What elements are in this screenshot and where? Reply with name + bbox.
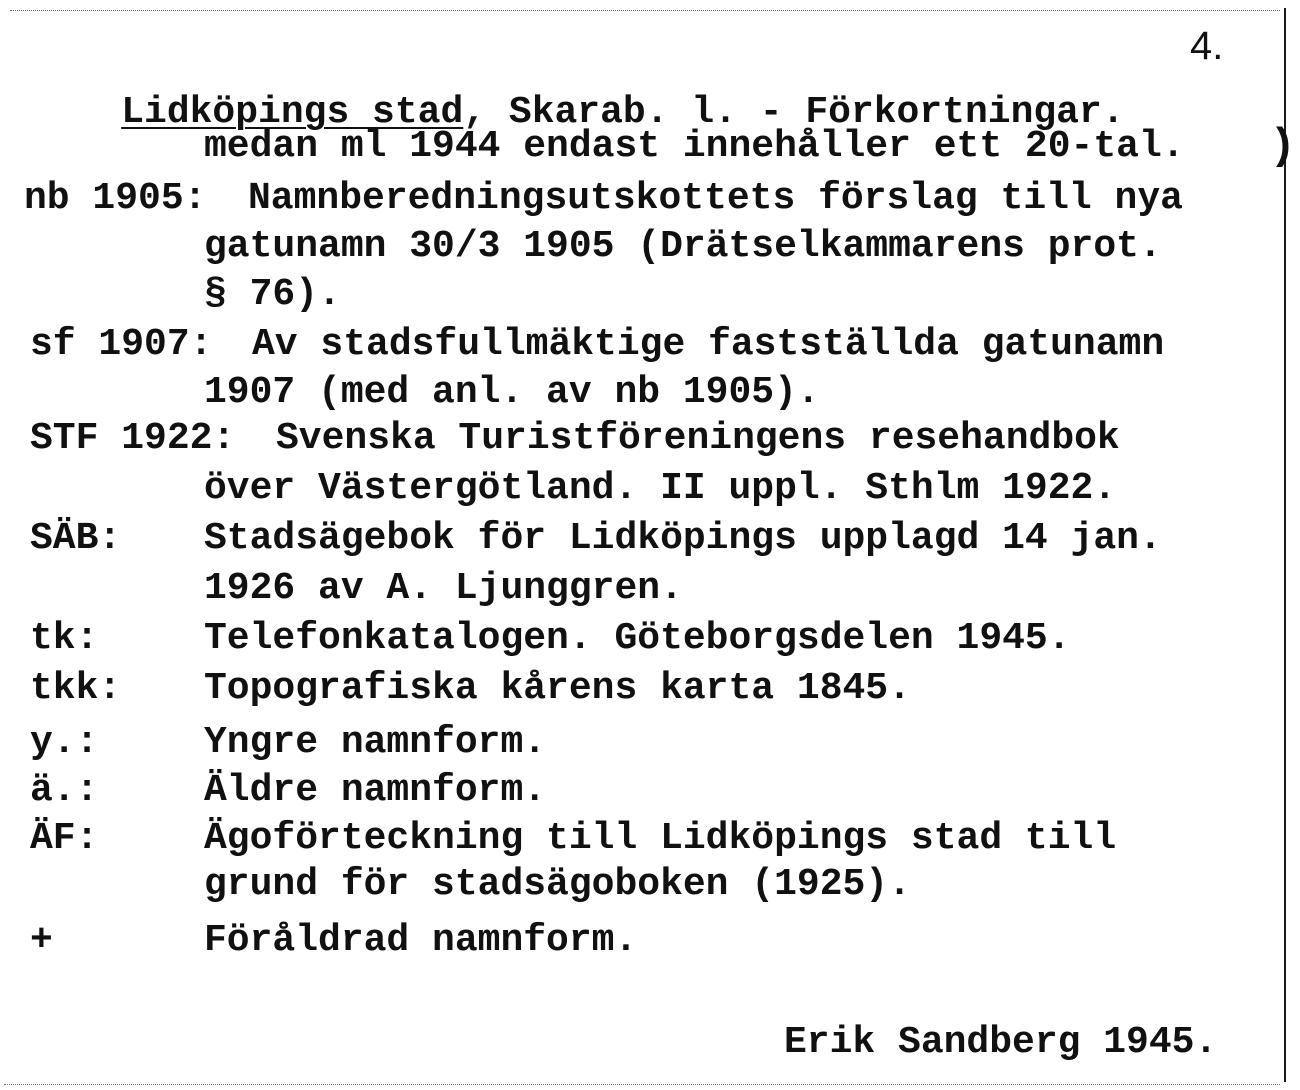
card-top-edge [10, 10, 1280, 11]
abbr-sf-1907: sf 1907: [30, 323, 213, 366]
abbr-sab: SÄB: [30, 517, 122, 560]
desc-sf-1907-line-2: 1907 (med anl. av nb 1905). [204, 371, 820, 414]
abbr-tkk: tkk: [30, 667, 122, 710]
card-bottom-edge [4, 1084, 1280, 1085]
heading-place-name: Lidköpings stad [121, 91, 464, 134]
abbr-nb-1905: nb 1905: [24, 177, 207, 220]
signature: Erik Sandberg 1945. [784, 1021, 1218, 1064]
page-number: 4. [1190, 24, 1224, 68]
abbr-plus: + [30, 919, 53, 962]
continuation-brace: ) [1276, 119, 1291, 168]
desc-nb-1905-line-1: Namnberedningsutskottets förslag till nya [248, 177, 1183, 220]
desc-tkk: Topografiska kårens karta 1845. [204, 667, 911, 710]
heading-subtitle: , Skarab. l. - Förkortningar. [463, 91, 1125, 134]
desc-y: Yngre namnform. [204, 721, 547, 764]
desc-af-line-2: grund för stadsägoboken (1925). [204, 863, 911, 906]
desc-tk: Telefonkatalogen. Göteborgsdelen 1945. [204, 617, 1071, 660]
desc-stf-1922-line-1: Svenska Turistföreningens resehandbok [276, 417, 1120, 460]
abbr-tk: tk: [30, 617, 99, 660]
desc-sab-line-1: Stadsägebok för Lidköpings upplagd 14 jan. [204, 517, 1162, 560]
desc-sab-line-2: 1926 av A. Ljunggren. [204, 567, 683, 610]
abbr-y: y.: [30, 721, 99, 764]
continuation-line: medan ml 1944 endast innehåller ett 20-tal. [204, 125, 1185, 168]
desc-af-line-1: Ägoförteckning till Lidköpings stad till [204, 817, 1117, 860]
desc-nb-1905-line-2: gatunamn 30/3 1905 (Drätselkammarens prot. [204, 225, 1162, 268]
abbr-stf-1922: STF 1922: [30, 417, 236, 460]
desc-sf-1907-line-1: Av stadsfullmäktige fastställda gatunamn [252, 323, 1165, 366]
desc-stf-1922-line-2: över Västergötland. II uppl. Sthlm 1922. [204, 467, 1117, 510]
desc-nb-1905-line-3: § 76). [204, 273, 341, 316]
desc-plus: Föråldrad namnform. [204, 919, 638, 962]
abbr-a: ä.: [30, 769, 99, 812]
abbr-af: ÄF: [30, 817, 99, 860]
card-right-edge [1284, 8, 1286, 1082]
desc-a: Äldre namnform. [204, 769, 547, 812]
